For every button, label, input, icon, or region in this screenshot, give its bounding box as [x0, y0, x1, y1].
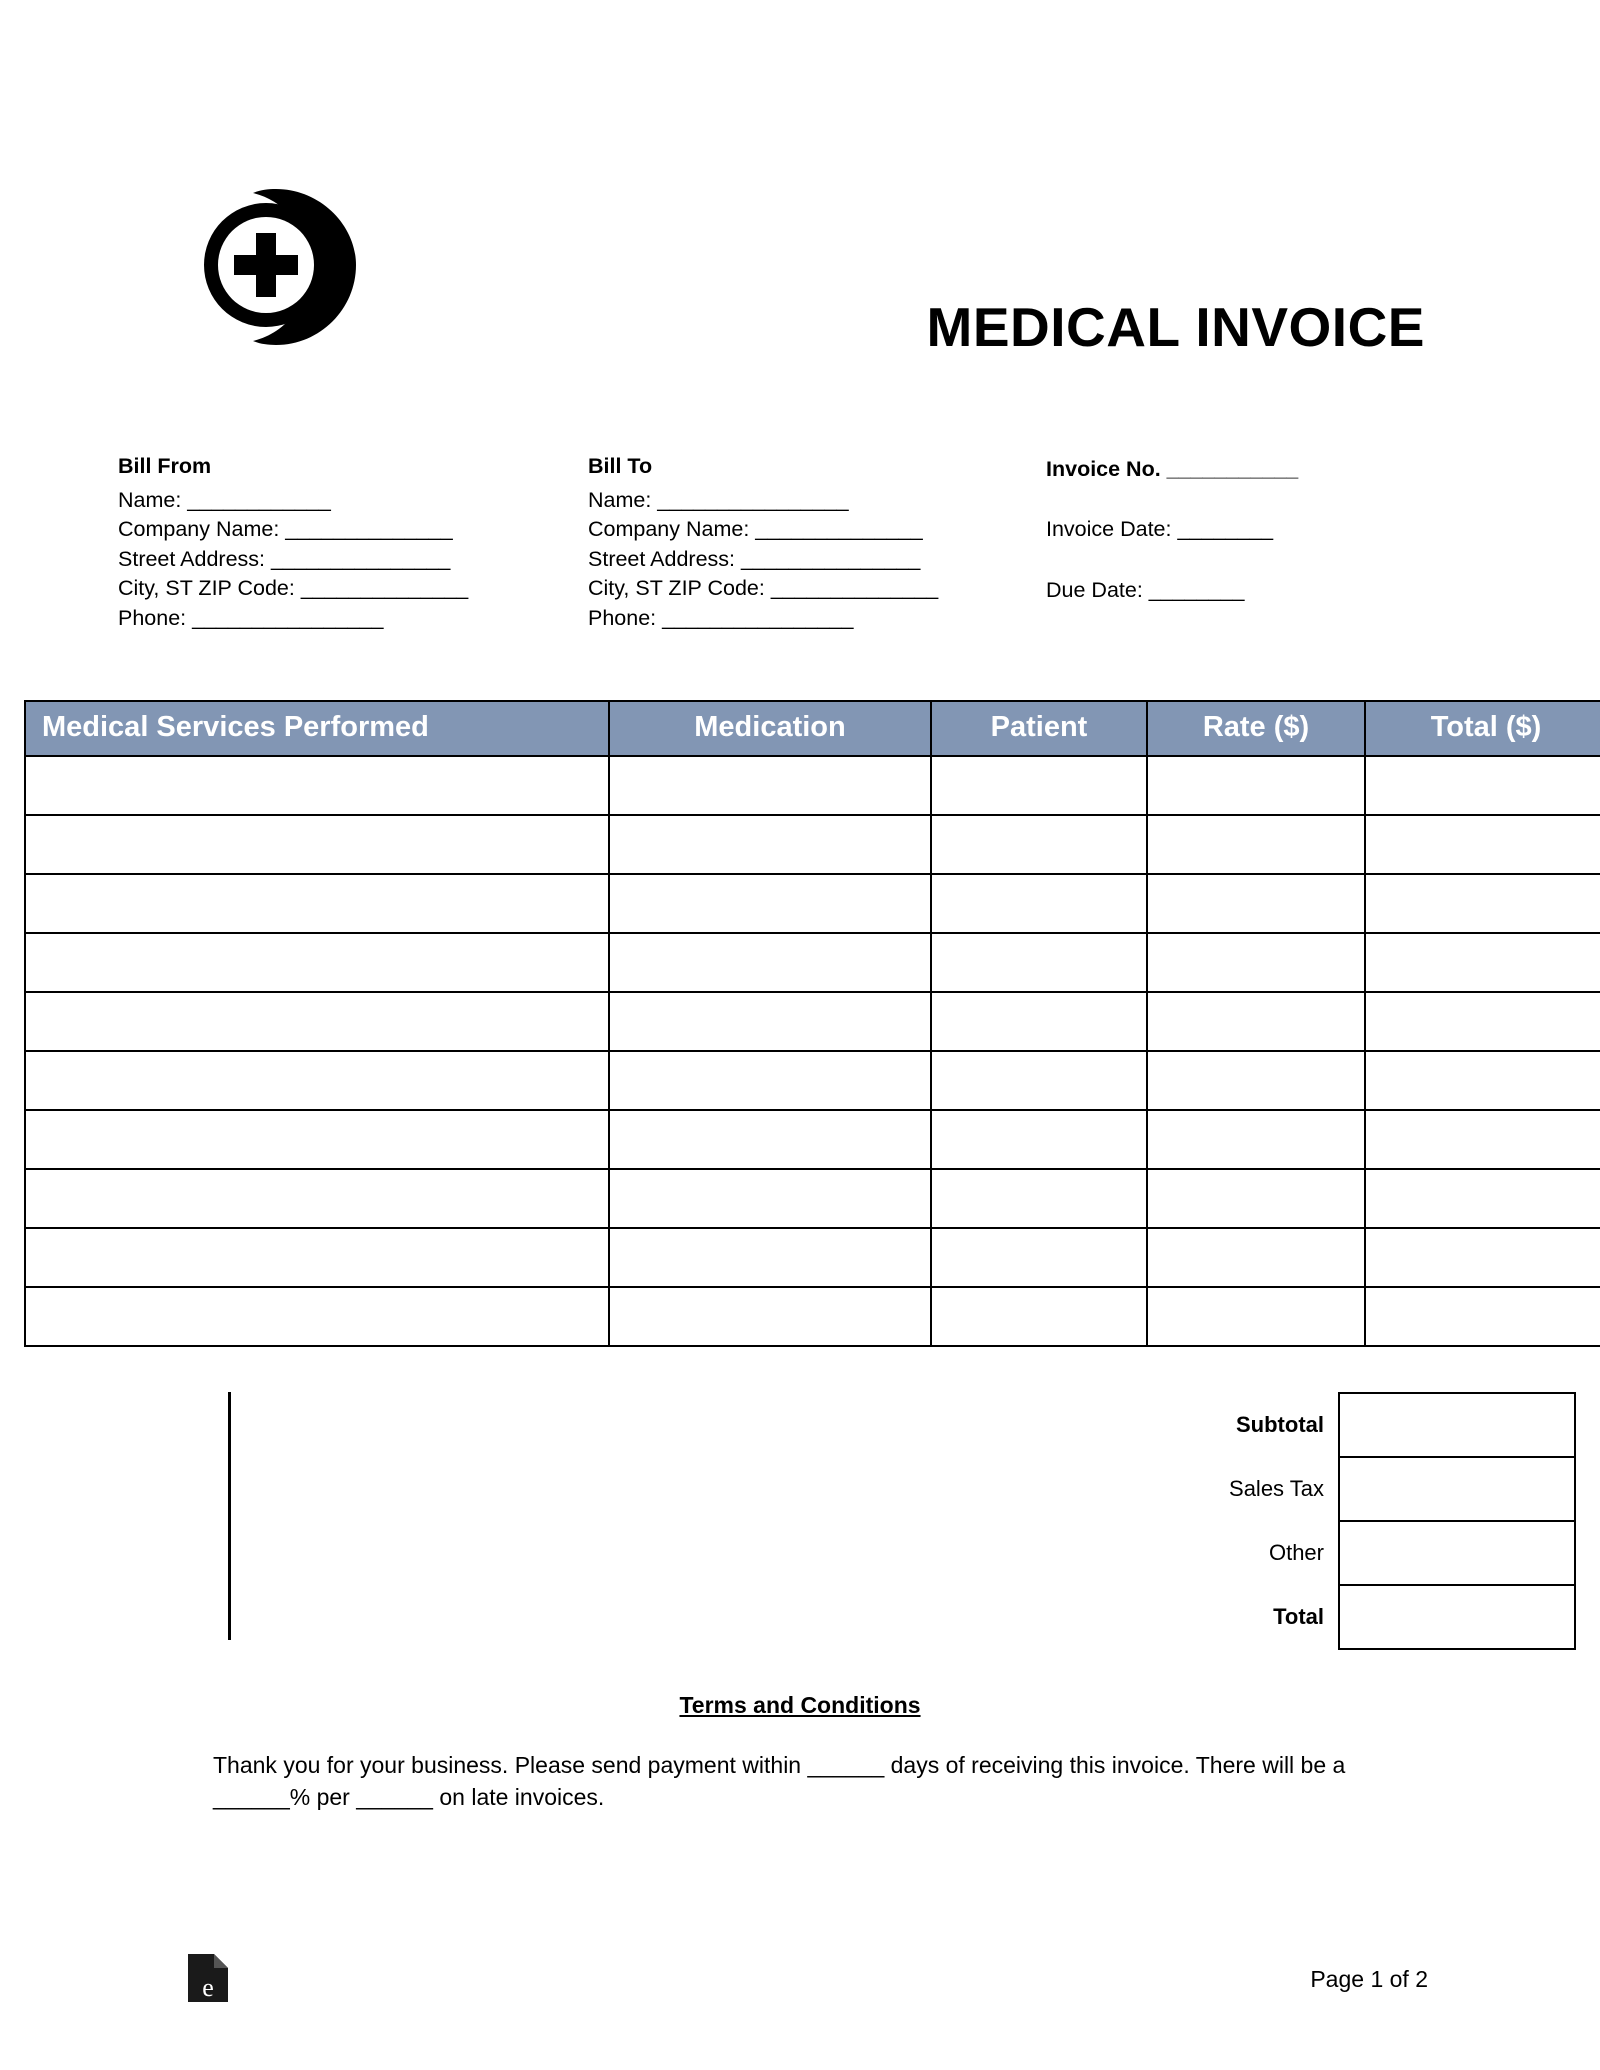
items-table-header-row [25, 701, 1600, 756]
table-cell[interactable] [609, 933, 931, 992]
table-cell[interactable] [25, 1051, 609, 1110]
totals-row [1037, 1393, 1575, 1457]
bill-from-block [118, 452, 468, 633]
table-cell[interactable] [1147, 992, 1365, 1051]
table-row [25, 815, 1600, 874]
table-cell[interactable] [1147, 933, 1365, 992]
table-cell[interactable] [1365, 992, 1600, 1051]
totals-table-body [1037, 1393, 1575, 1649]
totals-section [24, 1392, 1576, 1642]
table-cell[interactable] [25, 992, 609, 1051]
table-row [25, 874, 1600, 933]
table-left-divider [228, 1392, 231, 1640]
table-cell[interactable] [25, 874, 609, 933]
table-cell[interactable] [609, 1228, 931, 1287]
terms-body: Thank you for your business. Please send payment within ______ days of receiving this invoice. There will be a ______% per ______ on late invoices. [213, 1752, 1346, 1810]
bill-to-heading: Bill To [588, 454, 653, 478]
table-row [25, 1169, 1600, 1228]
bill-from-phone: Phone: ________________ [118, 605, 384, 630]
invoice-number-field: Invoice No. ___________ [1046, 457, 1299, 481]
totals-row [1037, 1457, 1575, 1521]
table-cell[interactable] [1147, 1051, 1365, 1110]
table-cell[interactable] [1147, 756, 1365, 815]
table-cell[interactable] [25, 756, 609, 815]
table-row [25, 756, 1600, 815]
totals-row [1037, 1521, 1575, 1585]
invoice-date-field: Invoice Date: ________ [1046, 517, 1274, 541]
invoice-meta-block [1046, 452, 1298, 634]
table-cell[interactable] [1365, 1051, 1600, 1110]
table-cell[interactable] [1365, 1228, 1600, 1287]
table-cell[interactable] [609, 1110, 931, 1169]
bill-to-name: Name: ________________ [588, 487, 849, 512]
table-cell[interactable] [609, 992, 931, 1051]
table-cell[interactable] [1365, 874, 1600, 933]
bill-to-company: Company Name: ______________ [588, 517, 923, 541]
table-cell[interactable] [1365, 756, 1600, 815]
due-date-field: Due Date: ________ [1046, 578, 1245, 602]
table-cell[interactable] [1147, 1228, 1365, 1287]
totals-table [1037, 1392, 1576, 1650]
bill-to-phone: Phone: ________________ [588, 605, 854, 630]
table-cell[interactable] [931, 1287, 1147, 1346]
table-cell[interactable] [609, 874, 931, 933]
bill-to-street: Street Address: _______________ [588, 546, 921, 571]
table-cell[interactable] [1147, 1169, 1365, 1228]
totals-row [1037, 1585, 1575, 1649]
items-table-wrapper [24, 700, 1576, 1347]
table-row [25, 1051, 1600, 1110]
table-cell[interactable] [25, 1110, 609, 1169]
table-cell[interactable] [609, 815, 931, 874]
table-cell[interactable] [931, 815, 1147, 874]
table-cell[interactable] [609, 756, 931, 815]
table-cell[interactable] [931, 992, 1147, 1051]
table-row [25, 1228, 1600, 1287]
terms-section [0, 1692, 1600, 1813]
totals-value[interactable] [1339, 1585, 1575, 1649]
table-cell[interactable] [25, 1228, 609, 1287]
totals-label: Total [1273, 1604, 1324, 1629]
table-cell[interactable] [1365, 1169, 1600, 1228]
table-cell[interactable] [1365, 1287, 1600, 1346]
table-cell[interactable] [609, 1287, 931, 1346]
table-cell[interactable] [1147, 1287, 1365, 1346]
totals-label: Sales Tax [1229, 1476, 1324, 1501]
totals-label: Subtotal [1236, 1412, 1324, 1437]
table-cell[interactable] [25, 815, 609, 874]
table-cell[interactable] [609, 1169, 931, 1228]
table-cell[interactable] [931, 1051, 1147, 1110]
table-cell[interactable] [931, 933, 1147, 992]
bill-from-city: City, ST ZIP Code: ______________ [118, 576, 469, 600]
table-row [25, 992, 1600, 1051]
bill-to-city: City, ST ZIP Code: ______________ [588, 576, 939, 600]
table-row [25, 933, 1600, 992]
terms-title: Terms and Conditions [679, 1692, 921, 1718]
column-header-services: Medical Services Performed [25, 701, 609, 756]
totals-value[interactable] [1339, 1521, 1575, 1585]
table-cell[interactable] [25, 933, 609, 992]
bill-from-company: Company Name: ______________ [118, 517, 453, 541]
column-header-rate: Rate ($) [1147, 701, 1365, 756]
table-row [25, 1287, 1600, 1346]
table-cell[interactable] [609, 1051, 931, 1110]
eforms-file-icon [186, 1952, 230, 2004]
totals-value[interactable] [1339, 1457, 1575, 1521]
table-cell[interactable] [1365, 815, 1600, 874]
page-number: Page 1 of 2 [1310, 1966, 1428, 1992]
document-footer [0, 1952, 1600, 2012]
table-cell[interactable] [931, 1169, 1147, 1228]
document-header [0, 0, 1600, 358]
table-cell[interactable] [1365, 1110, 1600, 1169]
table-cell[interactable] [25, 1169, 609, 1228]
table-cell[interactable] [1365, 933, 1600, 992]
totals-label: Other [1268, 1540, 1324, 1565]
table-cell[interactable] [1147, 1110, 1365, 1169]
bill-to-block [588, 452, 938, 633]
page-title: MEDICAL INVOICE [926, 296, 1425, 358]
totals-value[interactable] [1339, 1393, 1575, 1457]
table-cell[interactable] [1147, 874, 1365, 933]
column-header-patient: Patient [931, 701, 1147, 756]
svg-text:e: e [202, 1973, 214, 2002]
parties-section [0, 452, 1600, 652]
items-table [24, 700, 1600, 1347]
table-cell[interactable] [931, 874, 1147, 933]
table-row [25, 1110, 1600, 1169]
bill-from-heading: Bill From [118, 454, 212, 478]
bill-from-street: Street Address: _______________ [118, 546, 451, 571]
table-cell[interactable] [1147, 815, 1365, 874]
table-cell[interactable] [931, 1228, 1147, 1287]
column-header-total: Total ($) [1365, 701, 1600, 756]
items-table-body [25, 756, 1600, 1346]
column-header-medication: Medication [609, 701, 931, 756]
table-cell[interactable] [931, 756, 1147, 815]
table-cell[interactable] [25, 1287, 609, 1346]
bill-from-name: Name: ____________ [118, 487, 331, 512]
table-cell[interactable] [931, 1110, 1147, 1169]
